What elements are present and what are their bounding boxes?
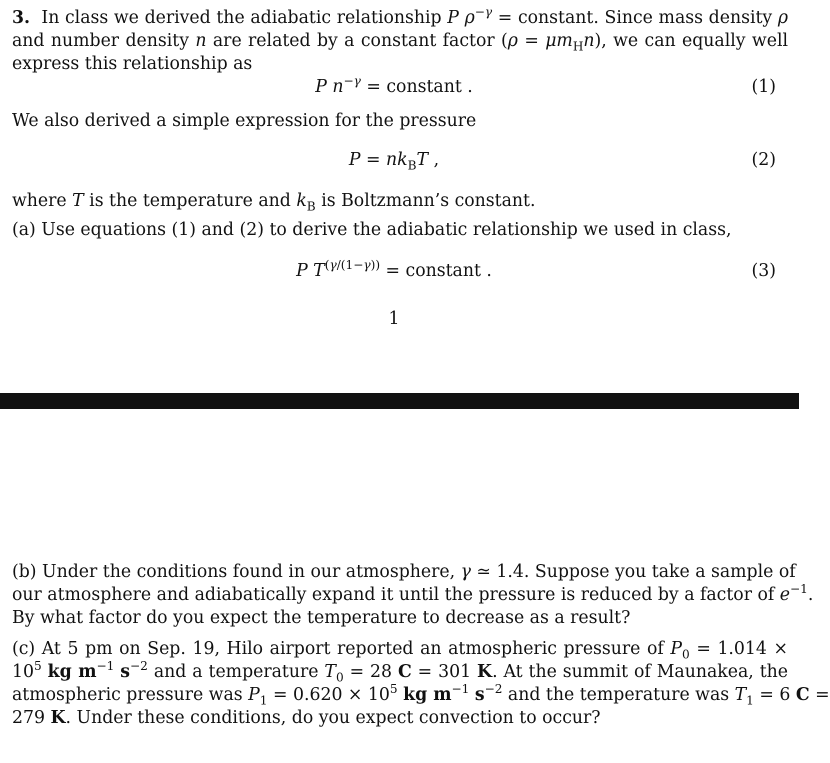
intro-line-3: express this relationship as xyxy=(12,54,253,74)
part-b-line-3: By what factor do you expect the temperature to decrease as a result? xyxy=(12,608,631,628)
equation-2-body: $P = nk_BT$ , xyxy=(348,150,440,173)
part-c-line-3: atmospheric pressure was $P_1 = 0.620 \times 10^5$ kg $m^{-1}$ $s^{-2}$ and the temperature was $T_1 = 6$ C = xyxy=(12,682,830,708)
part-c-line-4: 279 K. Under these conditions, do you expect convection to occur? xyxy=(12,708,601,728)
equation-3-body: P $T^{(\gamma/(1-\gamma))}$ = constant . xyxy=(296,258,492,281)
page-break-bar xyxy=(0,393,799,409)
equation-1-body: P $n^{-\gamma}$ = constant . xyxy=(315,74,473,97)
where-line: where T is the temperature and $k_B$ is Boltzmann’s constant. xyxy=(12,191,536,214)
pressure-intro: We also derived a simple expression for the pressure xyxy=(12,111,477,131)
intro-line-2: and number density n are related by a constant factor $(\rho = \mu m_Hn)$, we can equally well xyxy=(12,31,789,54)
part-a: (a) Use equations (1) and (2) to derive the adiabatic relationship we used in class, xyxy=(12,220,732,240)
page-1 xyxy=(0,0,799,393)
page-2 xyxy=(0,409,830,763)
equation-3-number: (3) xyxy=(751,261,776,281)
equation-1-number: (1) xyxy=(751,77,776,97)
part-c-line-2: $10^5$ kg $m^{-1}$ $s^{-2}$ and a temperature $T_0 = 28$ C = 301 K. At the summit of Maunakea, the xyxy=(12,659,789,685)
equation-2-number: (2) xyxy=(751,150,776,170)
part-b-line-2: our atmosphere and adiabatically expand it until the pressure is reduced by a factor of $e^{-1}$. xyxy=(12,582,814,605)
part-b-line-1: (b) Under the conditions found in our atmosphere, γ ≃ 1.4. Suppose you take a sample of xyxy=(12,562,796,582)
part-c-line-1: (c) At 5 pm on Sep. 19, Hilo airport reported an atmospheric pressure of $P_0 = 1.014$ × xyxy=(12,639,788,662)
intro-line-1: 3. In class we derived the adiabatic relationship P $\rho^{-\gamma}$ = constant. Since mass density ρ xyxy=(12,5,789,28)
page-number: 1 xyxy=(388,309,400,329)
